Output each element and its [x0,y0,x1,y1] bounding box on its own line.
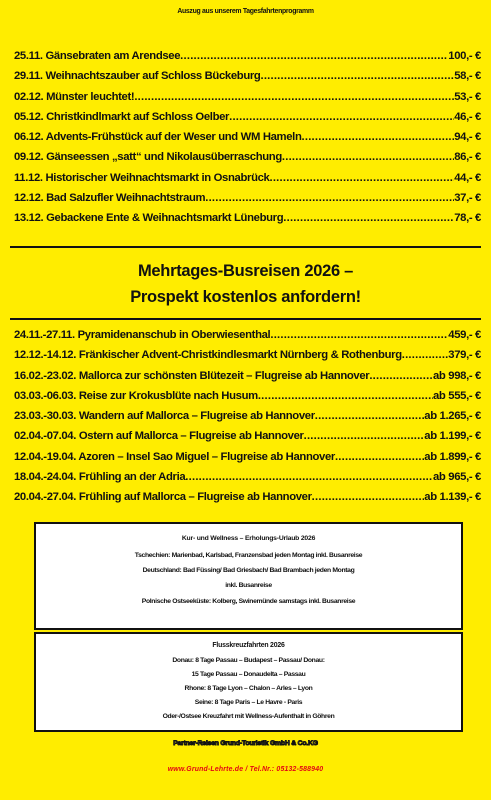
trip-date: 11.12. [14,171,43,184]
trip-name: Historischer Weihnachtsmarkt in Osnabrück [45,171,270,184]
cruise-line: Donau: 8 Tage Passau – Budapest – Passau/ Donau: [172,657,325,664]
wellness-line: Polnische Ostseeküste: Kolberg, Swinemünde samstags inkl. Busanreise [141,597,356,605]
wellness-box [34,522,463,630]
trip-date: 25.11. [14,50,43,62]
trip-name: Wandern auf Mallorca – Flugreise ab Hannover [78,410,315,423]
trip-price: ab 1.139,- € [424,491,481,504]
list-item [14,366,481,386]
trip-name: Ostern auf Mallorca – Flugreise ab Hannover [78,430,304,443]
cruises-title: Flusskreuzfahrten 2026 [212,642,285,649]
trip-name: Gänsebraten am Arendsee [45,50,181,62]
trip-price: 94,- € [454,131,481,144]
trip-name: Gebackene Ente & Weihnachtsmarkt Lüneburg [46,212,284,225]
trip-date: 20.04.-27.04. [14,491,77,504]
trip-date: 02.04.-07.04. [14,430,77,443]
trip-price: 379,- € [448,349,481,362]
list-item [14,386,481,406]
list-item [14,127,481,147]
trip-name: Advents-Frühstück auf der Weser und WM Hameln [45,131,302,144]
cruise-line: Rhone: 8 Tage Lyon – Chalon – Arles – Lyon [184,684,313,692]
trip-name: Christkindlmarkt auf Schloss Oelber [46,110,230,123]
wellness-line: Deutschland: Bad Füssing/ Bad Griesbach/ Bad Brambach jeden Montag [142,567,355,575]
trip-price: ab 1.199,- € [424,430,481,443]
trip-name: Weihnachtszauber auf Schloss Bückeburg [45,70,261,83]
trip-price: 44,- € [454,171,481,184]
trip-name: Reise zur Krokusblüte nach Husum [78,389,258,402]
trip-price: ab 1.899,- € [424,450,481,463]
bus-trips-list [14,325,481,508]
cruise-line: Seine: 8 Tage Paris – Le Havre - Paris [194,698,303,706]
list-item [14,467,481,487]
trip-price: 53,- € [454,90,481,103]
contact-line: www.Grund-Lehrte.de / Tel.Nr.: 05132-588940 [167,766,324,773]
divider [10,246,481,248]
trip-name: Bad Salzufler Weihnachtstraum [46,192,206,205]
list-item [14,107,481,127]
trip-date: 23.03.-30.03. [14,410,77,423]
trip-name: Azoren – Insel Sao Miguel – Flugreise ab Hannover [78,450,335,463]
trip-date: 09.12. [14,151,44,164]
trip-date: 06.12. [14,131,44,144]
day-trips-title: Auszug aus unserem Tagesfahrtenprogramm [177,8,314,15]
list-item [14,208,481,228]
trip-price: 46,- € [454,110,481,123]
wellness-title: Kur- und Wellness – Erholungs-Urlaub 2026 [181,535,316,542]
trip-date: 18.04.-24.04. [14,471,77,484]
trip-date: 12.12.-14.12. [14,349,77,362]
trip-date: 24.11.-27.11. [14,329,75,341]
bus-trips-heading-line1: Mehrtages-Busreisen 2026 – [137,262,354,280]
trip-price: ab 998,- € [433,369,481,382]
list-item [14,345,481,365]
trip-price: ab 555,- € [433,389,481,402]
trip-date: 02.12. [14,90,44,103]
list-item [14,87,481,107]
list-item [14,46,481,66]
trip-date: 29.11. [14,70,43,83]
trip-name: Frühling an der Adria [78,471,186,484]
list-item [14,147,481,167]
trip-price: ab 965,- € [433,471,481,484]
trip-price: 100,- € [448,50,481,62]
trip-price: 58,- € [454,70,481,83]
trip-date: 13.12. [14,212,44,225]
trip-name: Fränkischer Advent-Christkindlesmarkt Nürnberg & Rothenburg [78,349,402,362]
trip-price: 37,- € [454,192,481,205]
trip-price: 78,- € [454,212,481,225]
list-item [14,406,481,426]
divider [10,318,481,320]
wellness-line: inkl. Busanreise [225,582,272,590]
cruise-line: 15 Tage Passau – Donaudelta – Passau [191,670,306,678]
list-item [14,487,481,507]
trip-name: Gänseessen „satt“ und Nikolausüberraschung [46,151,282,164]
trip-date: 16.02.-23.02. [14,369,77,382]
list-item [14,168,481,188]
list-item [14,426,481,446]
list-item [14,188,481,208]
cruise-line: Oder-/Ostsee Kreuzfahrt mit Wellness-Aufenthalt in Göhren [162,712,335,720]
trip-name: Münster leuchtet! [46,90,135,103]
trip-date: 12.12. [14,192,44,205]
trip-date: 05.12. [14,110,44,123]
trip-name: Frühling auf Mallorca – Flugreise ab Hannover [78,491,312,504]
list-item [14,447,481,467]
trip-name: Mallorca zur schönsten Blütezeit – Flugreise ab Hannover [78,369,370,382]
company-name: Partner-Reisen Grund-Touristik GmbH & Co.KG [173,740,318,747]
cruises-box [34,632,463,732]
list-item [14,325,481,345]
trip-price: 459,- € [448,329,481,341]
wellness-line: Tschechien: Marienbad, Karlsbad, Franzensbad jeden Montag inkl. Busanreise [134,552,363,559]
trip-price: 86,- € [454,151,481,164]
trip-price: ab 1.265,- € [424,410,481,423]
trip-date: 12.04.-19.04. [14,450,77,463]
list-item [14,66,481,86]
bus-trips-heading-line2: Prospekt kostenlos anfordern! [130,288,361,306]
day-trips-list [14,46,481,229]
trip-name: Pyramidenanschub in Oberwiesenthal [77,329,271,341]
trip-date: 03.03.-06.03. [14,389,77,402]
